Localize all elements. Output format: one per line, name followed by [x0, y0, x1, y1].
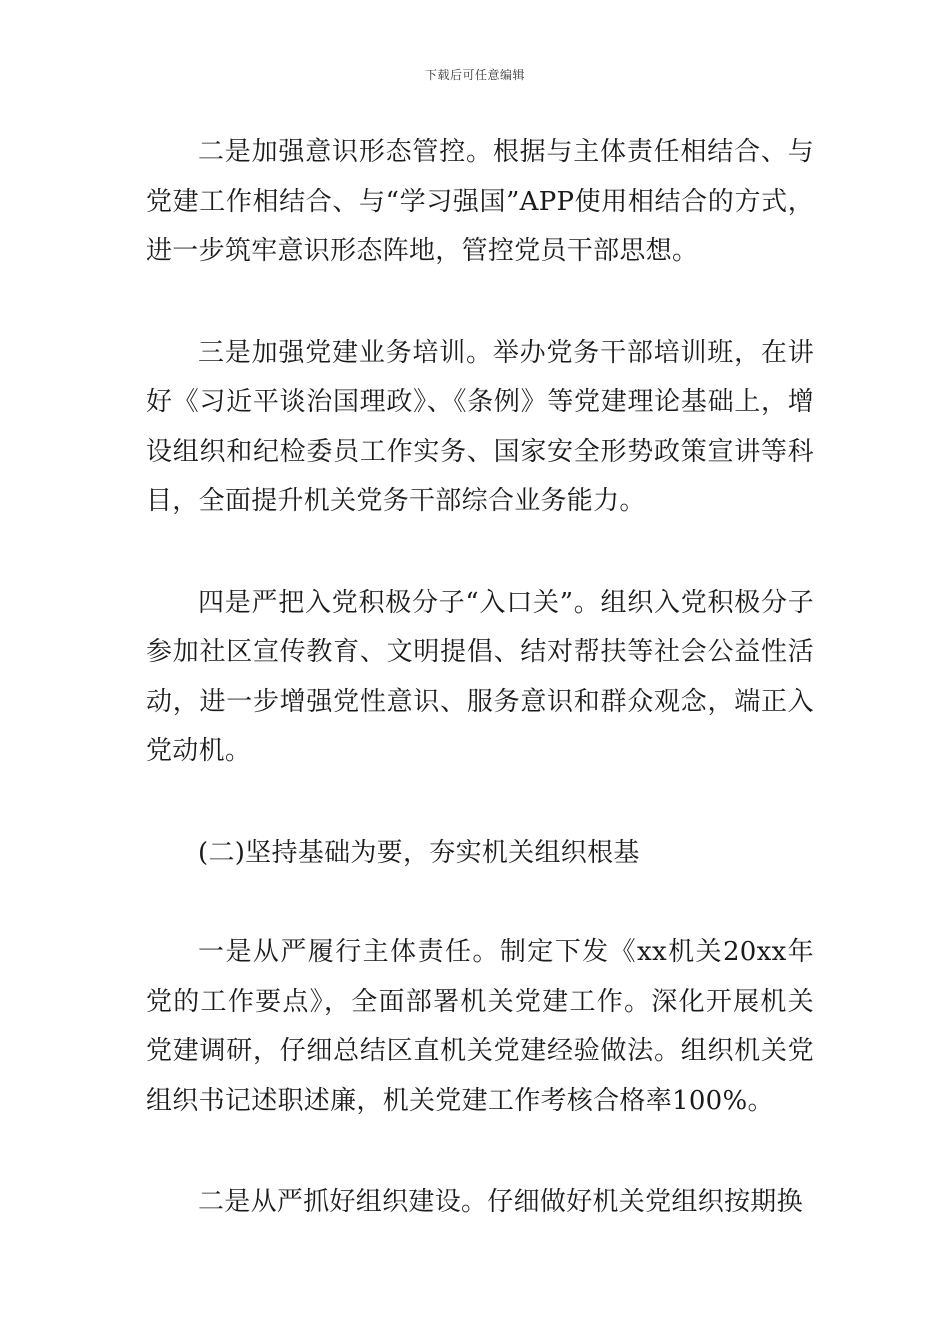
paragraph-ideology-control: 二是加强意识形态管控。根据与主体责任相结合、与党建工作相结合、与“学习强国”APP使用相结合的方式，进一步筑牢意识形态阵地，管控党员干部思想。 — [146, 137, 814, 266]
page-header-note: 下载后可任意编辑 — [424, 68, 525, 82]
document-body — [146, 128, 814, 1228]
paragraph-activist-entry: 四是严把入党积极分子“入口关”。组织入党积极分子参加社区宣传教育、文明提倡、结对帮扶等社会公益性活动，进一步增强党性意识、服务意识和群众观念，端正入党动机。 — [146, 587, 814, 766]
paragraph-party-training: 三是加强党建业务培训。举办党务干部培训班，在讲好《习近平谈治国理政》、《条例》等党建理论基础上，增设组织和纪检委员工作实务、国家安全形势政策宣讲等科目，全面提升机关党务干部综合业务能力。 — [146, 337, 814, 516]
paragraph-organization-building: 二是从严抓好组织建设。仔细做好机关党组织按期换 — [198, 1187, 803, 1217]
paragraph-main-responsibility: 一是从严履行主体责任。制定下发《xx机关20xx年党的工作要点》，全面部署机关党建工作。深化开展机关党建调研，仔细总结区直机关党建经验做法。组织机关党组织书记述职述廉，机关党建工作考核合格率100%。 — [146, 937, 814, 1116]
section-heading-foundation: (二)坚持基础为要，夯实机关组织根基 — [198, 837, 640, 868]
